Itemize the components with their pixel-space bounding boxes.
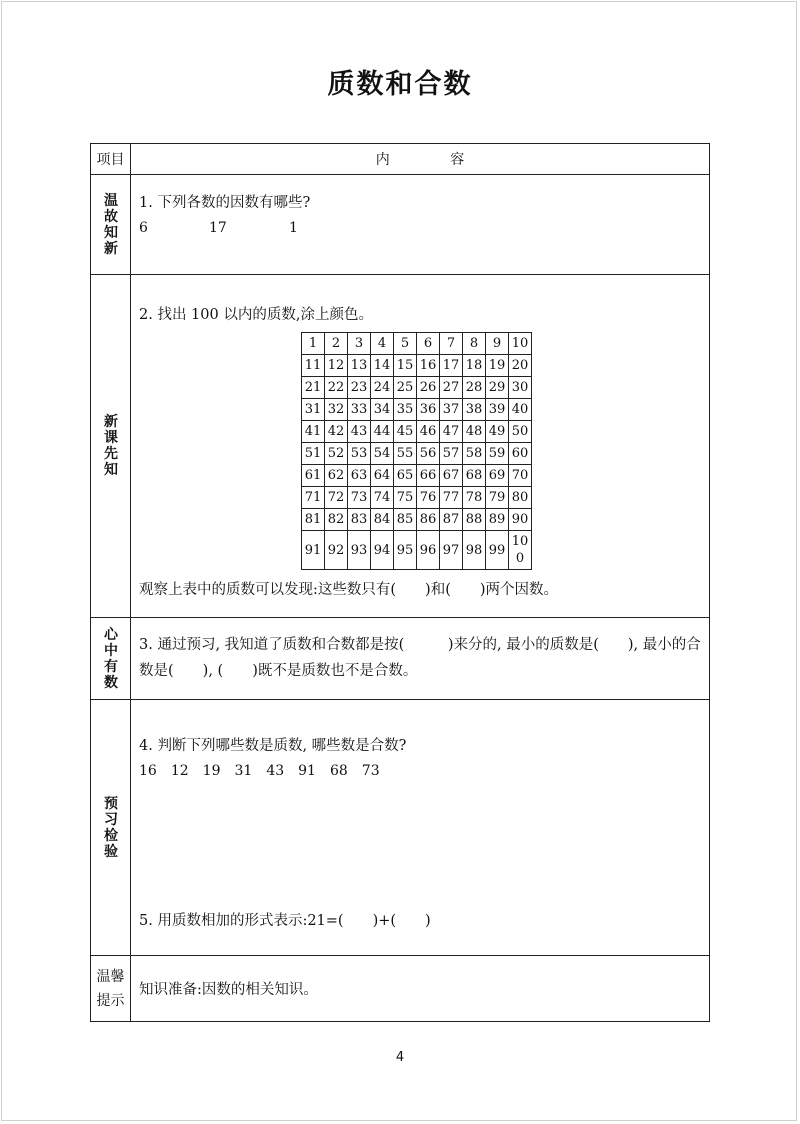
grid-cell[interactable]: 73: [348, 487, 371, 509]
grid-cell[interactable]: 54: [371, 443, 394, 465]
grid-cell[interactable]: 7: [440, 333, 463, 355]
number-item: 68: [329, 763, 348, 779]
question-4: 4. 判断下列哪些数是质数, 哪些数是合数?: [139, 738, 407, 754]
grid-cell[interactable]: 23: [348, 377, 371, 399]
section-new-lesson: [91, 275, 710, 618]
grid-cell[interactable]: 92: [325, 531, 348, 570]
grid-cell[interactable]: 11: [302, 355, 325, 377]
grid-cell[interactable]: 51: [302, 443, 325, 465]
section-content-new-lesson: [131, 275, 710, 618]
grid-cell[interactable]: 66: [417, 465, 440, 487]
grid-cell[interactable]: 25: [394, 377, 417, 399]
section-content-in-mind: [131, 618, 710, 700]
grid-cell[interactable]: 34: [371, 399, 394, 421]
grid-cell[interactable]: 74: [371, 487, 394, 509]
grid-cell[interactable]: 1: [302, 333, 325, 355]
grid-cell[interactable]: 80: [509, 487, 532, 509]
grid-row: [302, 333, 532, 355]
grid-cell[interactable]: 42: [325, 421, 348, 443]
header-content-label: 内 容: [131, 144, 710, 175]
number-item: 19: [202, 763, 221, 779]
tip-text: 知识准备:因数的相关知识。: [139, 982, 318, 998]
grid-cell[interactable]: 93: [348, 531, 371, 570]
grid-cell[interactable]: 55: [394, 443, 417, 465]
grid-cell[interactable]: 44: [371, 421, 394, 443]
grid-cell[interactable]: 8: [463, 333, 486, 355]
grid-cell[interactable]: 2: [325, 333, 348, 355]
number-item: 43: [266, 763, 285, 779]
grid-cell[interactable]: 35: [394, 399, 417, 421]
grid-cell[interactable]: 40: [509, 399, 532, 421]
question-3: 3. 通过预习, 我知道了质数和合数都是按( )来分的, 最小的质数是( ), 最小的合数是( ), ( )既不是质数也不是合数。: [139, 637, 701, 679]
grid-cell[interactable]: 81: [302, 509, 325, 531]
grid-cell[interactable]: 14: [371, 355, 394, 377]
section-label-preview-check: 预习检验: [91, 700, 131, 956]
grid-cell[interactable]: 71: [302, 487, 325, 509]
grid-cell[interactable]: 56: [417, 443, 440, 465]
grid-cell[interactable]: 21: [302, 377, 325, 399]
grid-cell[interactable]: 65: [394, 465, 417, 487]
grid-cell[interactable]: 3: [348, 333, 371, 355]
grid-cell[interactable]: 17: [440, 355, 463, 377]
grid-cell[interactable]: 86: [417, 509, 440, 531]
grid-cell[interactable]: 89: [486, 509, 509, 531]
grid-cell[interactable]: 63: [348, 465, 371, 487]
grid-cell[interactable]: 83: [348, 509, 371, 531]
grid-cell[interactable]: 19: [486, 355, 509, 377]
grid-cell[interactable]: 98: [463, 531, 486, 570]
header-item-label: 项目: [91, 144, 131, 175]
grid-cell[interactable]: 4: [371, 333, 394, 355]
grid-cell[interactable]: 29: [486, 377, 509, 399]
grid-cell[interactable]: 88: [463, 509, 486, 531]
page-number: 4: [395, 1050, 405, 1065]
grid-cell[interactable]: 90: [509, 509, 532, 531]
grid-cell[interactable]: 41: [302, 421, 325, 443]
grid-cell[interactable]: 10 0: [509, 531, 532, 570]
number-item: 1: [289, 220, 298, 236]
grid-cell[interactable]: 95: [394, 531, 417, 570]
grid-cell[interactable]: 6: [417, 333, 440, 355]
grid-row: [302, 487, 532, 509]
grid-cell[interactable]: 48: [463, 421, 486, 443]
grid-cell[interactable]: 49: [486, 421, 509, 443]
grid-cell[interactable]: 85: [394, 509, 417, 531]
grid-cell[interactable]: 53: [348, 443, 371, 465]
grid-cell[interactable]: 38: [463, 399, 486, 421]
grid-cell[interactable]: 16: [417, 355, 440, 377]
grid-cell[interactable]: 84: [371, 509, 394, 531]
grid-cell[interactable]: 78: [463, 487, 486, 509]
grid-cell[interactable]: 36: [417, 399, 440, 421]
grid-row: [302, 355, 532, 377]
grid-cell[interactable]: 32: [325, 399, 348, 421]
grid-cell[interactable]: 72: [325, 487, 348, 509]
grid-cell[interactable]: 69: [486, 465, 509, 487]
number-item: 12: [170, 763, 189, 779]
grid-row: [302, 509, 532, 531]
question-2: 2. 找出 100 以内的质数,涂上颜色。: [139, 307, 373, 323]
grid-cell[interactable]: 5: [394, 333, 417, 355]
section-label-new-lesson: 新课先知: [91, 275, 131, 618]
section-in-mind: [91, 618, 710, 700]
number-item: 16: [139, 763, 157, 779]
grid-cell[interactable]: 27: [440, 377, 463, 399]
grid-cell[interactable]: 31: [302, 399, 325, 421]
grid-cell[interactable]: 20: [509, 355, 532, 377]
grid-cell[interactable]: 18: [463, 355, 486, 377]
number-item: 73: [361, 763, 380, 779]
number-item: 31: [234, 763, 253, 779]
grid-row: [302, 421, 532, 443]
section-content-tip: [131, 956, 710, 1022]
number-item: 91: [298, 763, 316, 779]
grid-cell[interactable]: 12: [325, 355, 348, 377]
grid-cell[interactable]: 46: [417, 421, 440, 443]
hundred-number-grid: [301, 332, 532, 570]
grid-cell[interactable]: 58: [463, 443, 486, 465]
grid-cell[interactable]: 97: [440, 531, 463, 570]
section-tip: [91, 956, 710, 1022]
grid-cell[interactable]: 60: [509, 443, 532, 465]
question-1: 1. 下列各数的因数有哪些?: [139, 195, 311, 211]
section-label-review: 温故知新: [91, 175, 131, 275]
grid-cell[interactable]: 52: [325, 443, 348, 465]
number-item: 17: [209, 220, 227, 236]
grid-cell[interactable]: 82: [325, 509, 348, 531]
grid-cell[interactable]: 61: [302, 465, 325, 487]
grid-cell[interactable]: 70: [509, 465, 532, 487]
grid-cell[interactable]: 59: [486, 443, 509, 465]
grid-cell[interactable]: 30: [509, 377, 532, 399]
grid-cell[interactable]: 96: [417, 531, 440, 570]
number-item: 6: [139, 220, 148, 236]
grid-cell[interactable]: 33: [348, 399, 371, 421]
section-preview-check: [91, 700, 710, 956]
section-label-tip: 温馨提示: [91, 956, 131, 1022]
grid-cell[interactable]: 10: [509, 333, 532, 355]
judge-numbers: [139, 763, 701, 779]
header-row: [91, 144, 710, 175]
grid-cell[interactable]: 57: [440, 443, 463, 465]
grid-cell[interactable]: 39: [486, 399, 509, 421]
grid-row: [302, 377, 532, 399]
grid-cell[interactable]: 75: [394, 487, 417, 509]
grid-row: [302, 531, 532, 570]
grid-cell[interactable]: 50: [509, 421, 532, 443]
grid-cell[interactable]: 47: [440, 421, 463, 443]
grid-row: [302, 443, 532, 465]
grid-cell[interactable]: 45: [394, 421, 417, 443]
grid-cell[interactable]: 76: [417, 487, 440, 509]
grid-cell[interactable]: 28: [463, 377, 486, 399]
section-review: [91, 175, 710, 275]
grid-row: [302, 399, 532, 421]
grid-cell[interactable]: 15: [394, 355, 417, 377]
grid-cell[interactable]: 64: [371, 465, 394, 487]
grid-cell[interactable]: 68: [463, 465, 486, 487]
grid-cell[interactable]: 67: [440, 465, 463, 487]
grid-cell[interactable]: 22: [325, 377, 348, 399]
grid-cell[interactable]: 24: [371, 377, 394, 399]
grid-cell[interactable]: 79: [486, 487, 509, 509]
section-label-in-mind: 心中有数: [91, 618, 131, 700]
grid-cell[interactable]: 37: [440, 399, 463, 421]
grid-cell[interactable]: 99: [486, 531, 509, 570]
grid-cell[interactable]: 43: [348, 421, 371, 443]
grid-cell[interactable]: 77: [440, 487, 463, 509]
grid-cell[interactable]: 94: [371, 531, 394, 570]
page-title: 质数和合数: [327, 69, 473, 100]
factor-numbers: [139, 220, 701, 236]
grid-row: [302, 465, 532, 487]
grid-cell[interactable]: 87: [440, 509, 463, 531]
grid-cell[interactable]: 62: [325, 465, 348, 487]
section-content-review: [131, 175, 710, 275]
grid-cell[interactable]: 91: [302, 531, 325, 570]
grid-cell[interactable]: 9: [486, 333, 509, 355]
grid-cell[interactable]: 26: [417, 377, 440, 399]
worksheet-table: [90, 143, 710, 1022]
section-content-preview-check: [131, 700, 710, 956]
prime-observation: 观察上表中的质数可以发现:这些数只有( )和( )两个因数。: [139, 582, 559, 598]
grid-cell[interactable]: 13: [348, 355, 371, 377]
question-5: 5. 用质数相加的形式表示:21=( )+( ): [139, 913, 431, 929]
